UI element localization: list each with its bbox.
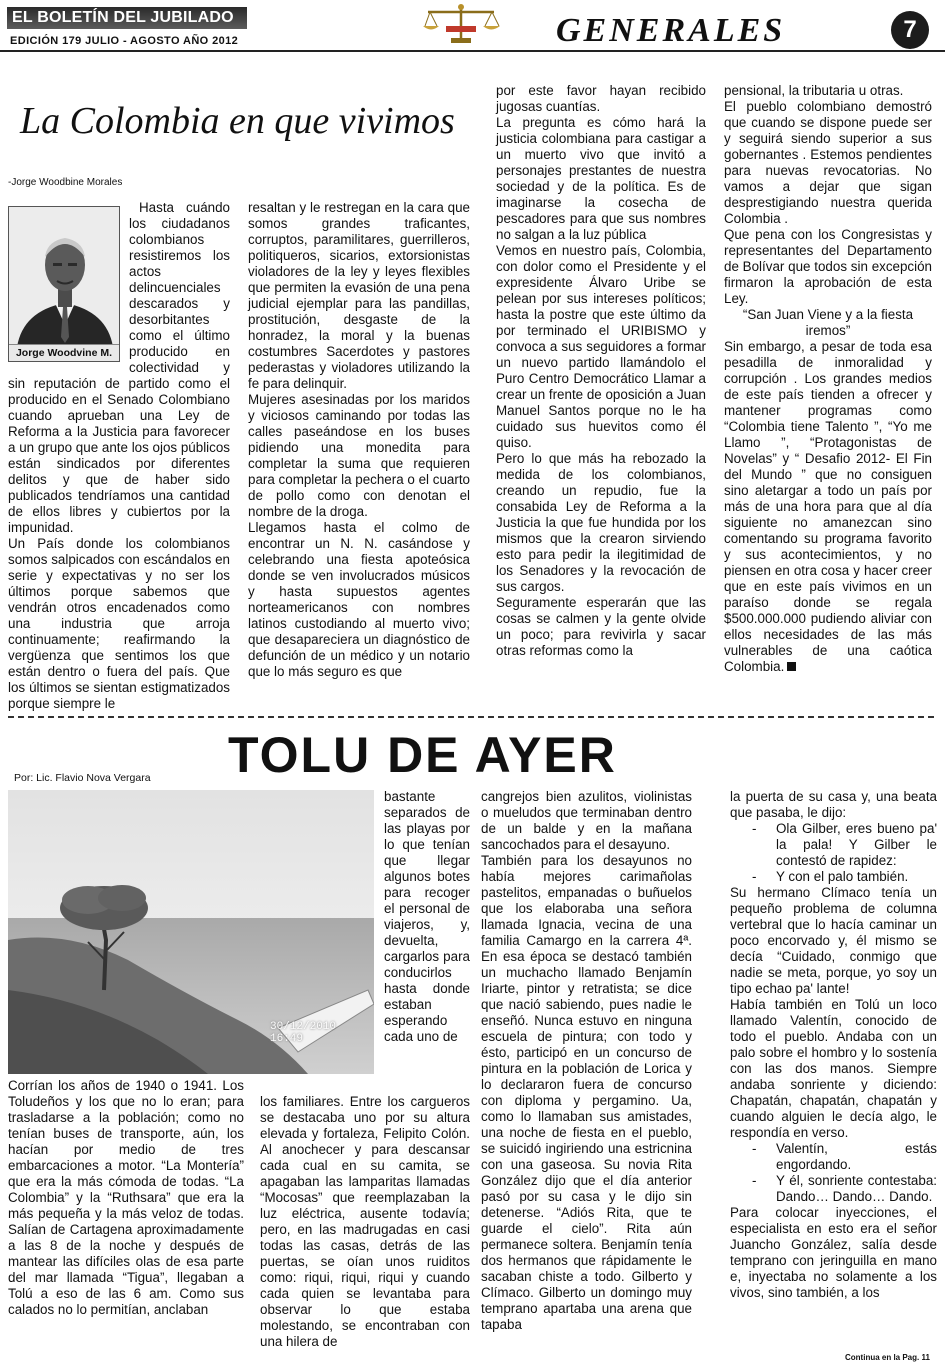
dialogue-line: - Valentín, estás engordando. xyxy=(752,1141,937,1173)
page-number-badge: 7 xyxy=(891,11,929,49)
article2-column-2-top xyxy=(384,789,470,1045)
article1-column-3 xyxy=(496,83,706,659)
article-byline: -Jorge Woodbine Morales xyxy=(8,177,123,188)
article2-column-4 xyxy=(730,789,937,1301)
paragraph: pensional, la tributaria u otras. xyxy=(724,83,904,98)
dialogue-list xyxy=(730,821,937,885)
article2-column-2-bottom xyxy=(260,1094,470,1350)
masthead xyxy=(0,0,945,52)
paragraph: por este favor hayan recibido jugosas cuantías. xyxy=(496,83,706,114)
edition-line: EDICIÓN 179 JULIO - AGOSTO AÑO 2012 xyxy=(10,35,239,47)
article2-column-1 xyxy=(8,1078,244,1318)
article-byline: Por: Lic. Flavio Nova Vergara xyxy=(14,772,151,784)
paragraph: También para los desayunos no había mejores carimañolas pastelitos, empanadas o buñuelos que los elaboraba una señora llamada Ignacia, vecina de una familia Camargo en la carrera 4ª. En esa época se destacó también un muchacho llamado Benjamín Iriarte, pintor y retratista; se dice que nació sabiendo, pues nadie le enseñó. Nunca estuvo en ninguna escuela de pintura; con todo y ésto, participó en un concurso de pintura en la población de Lorica y lo declararon fuera de concurso con diploma y pergamino. Ua, como lo llamaban sus amistades, una noche de fiesta en el pueblo, se suicidó ingiriendo una estricnina con una gaseosa. Su novia Rita González dijo que el día anterior pasó por su casa y le dijo sin detenerse. “Adiós Rita, que te guarde el cielo”. Rita aún permanece soltera. Benjamín tenía dos hermanos que rápidamente le sacaban chiste a todo. Gilberto y Clímaco. Gilberto un domingo muy temprano apartaba una arena que tapaba xyxy=(481,853,692,1332)
paragraph: cangrejos bien azulitos, violinistas o mueludos que terminaban dentro de un balde y en la mañana sancochados para el desayuno. xyxy=(481,789,692,852)
paragraph: Pero lo que más ha rebozado la medida de los colombianos, creando un repudio, fue la consabida Ley de Reforma a la Justicia la que fue hundida por los mismos que la crearon sirviendo esto para pedir la ilegitimidad de los Senadores y la revocación de sus cargos. xyxy=(496,451,706,594)
portrait-wrap-spacer xyxy=(8,200,129,364)
closing-paragraph-text: Sin embargo, a pesar de toda esa pesadilla de inmoralidad y corrupción . Los grandes medios de este país tienden a ofrecer y mantener programas como “Colombia tiene Talento ”, “Yo me Llamo ”, “Protagonistas de Novelas” y “ Desafio 2012- El Fin del Mundo ” que no consiguen sino aletargar a todo un país por más de una hora para que al día siguiente no amanezcan sino comentando su programa favorito y sus acontecimientos, y no piensen en otra cosa y hacer creer que en este país vivimos en un paraíso donde se regala $500.000.000 pudiendo aliviar con ellos necesidades de las más vulnerables de una caótica Colombia. xyxy=(724,339,932,674)
beach-photo xyxy=(8,790,374,1074)
portrait-caption: Jorge Woodvine M. xyxy=(9,344,119,361)
paragraph: Mujeres asesinadas por los maridos y viciosos caminando por todas las calles paseándose en los buses pidiendo una monedita para completar la suma que requieren para completar la pechera o el cuarto de pollo como con denotan el nombre de la droga. xyxy=(248,392,470,519)
paragraph: resaltan y le restregan en la cara que somos grandes traficantes, corruptos, paramilitares, guerrilleros, politiqueros, sicarios, extorsionistas violadores de la ley y leyes flexibles que permiten la evasión de una pena judicial ejemplar para las pandillas, prostitución, desgaste de la honradez, la moral y la buenas costumbres Sacerdotes y pastores pederastas y violadores utilizando la fe para delinquir. xyxy=(248,200,470,391)
paragraph: los familiares. Entre los cargueros se destacaba uno por su altura elevada y fortaleza, Felipito Colón. Al anochecer y para descansar cada cual en su camita, se apagaban las lamparitas llamadas “Mocosas” que reemplazaban la luz eléctrica, ausente todavía; pero, en las madrugadas en casi todas las casas, detrás de las puertas, se oían unos ruiditos como: riqui, riqui, riqui y cuando cada quien se levantaba para observar lo que estaba molestando, se encontraban con una hilera de xyxy=(260,1094,470,1349)
paragraph: Llegamos hasta el colmo de encontrar un N. N. casándose y celebrando una fiesta apoteósica donde se ven involucrados músicos y hasta supuestos agentes norteamericanos con nombres latinos custodiando al muerto vivo; que desapareciera un diagnóstico de defunción de un médico y un notario que lo más seguro es que xyxy=(248,520,470,679)
dialogue-line: - Ola Gilber, eres bueno pa' la pala! Y Gilber le contestó de rapidez: xyxy=(752,821,937,869)
paragraph: Un País donde los colombianos somos salpicados con escándalos en serie y expectativas y no ser los últimos porque sabemos que vendrán otros encadenados como una industria que arroja continuamente; reafirmando la vergüenza que sentimos los que están dentro o fuera del país. Que los últimos se sientan estigmatizados porque siempre le xyxy=(8,536,230,711)
dialogue-line: - Y con el palo también. xyxy=(752,869,937,885)
paragraph xyxy=(724,339,932,675)
paragraph: El pueblo colombiano demostró que cuando se dispone puede ser y seguirá siendo superior a sus gobernantes . Estemos pendientes para nuevas revocatorias. No vamos a dejar que sigan desprestigiando nuestra querida Colombia . xyxy=(724,99,932,226)
quote-paragraph: “San Juan Viene y a la fiesta iremos” xyxy=(742,307,914,338)
section-title: GENERALES xyxy=(556,12,786,49)
paragraph: la puerta de su casa y, una beata que pasaba, le dijo: xyxy=(730,789,937,820)
article1-column-4 xyxy=(724,83,932,675)
paragraph: Para colocar inyecciones, el especialista en esto era el señor Juancho González, salía desde temprano con jeringuilla en mano e, inyectaba no solamente a los vivos, sino también, a los xyxy=(730,1205,937,1300)
article2-column-3 xyxy=(481,789,692,1333)
article1-column-2 xyxy=(248,200,470,680)
article1-column-1 xyxy=(8,200,230,712)
paragraph: Su hermano Clímaco tenía un pequeño problema de columna vertebral que lo hacía caminar un poco encorvado y, él mismo se decía “Cuidado, conmigo que nadie se meta, porque, yo soy un tipo echao pa' lante! xyxy=(730,885,937,996)
paragraph: Vemos en nuestro país, Colombia, con dolor como el Presidente y el expresidente Álvaro Uribe se pelean por sus intereses políticos; hasta la postre que este último da por terminado el URIBISMO y convoca a sus seguidores a formar un nuevo partido llamándolo el Puro Centro Democrático Llamar a crear un frente de oposición a Juan Manuel Santos porque no le ha cuidado sus huevitos como él quiso. xyxy=(496,243,706,450)
photo-date-stamp: 30/12/2010 16:49 xyxy=(270,1021,337,1045)
paragraph: bastante separados de las playas por lo que tenían que llegar algunos botes para recoger el personal de viajeros, y, devuelta, cargarlos para conducirlos hasta donde estaban esperando cada uno de xyxy=(384,789,470,1044)
continue-note: Continua en la Pag. 11 xyxy=(845,1353,930,1362)
paragraph: Hasta cuándo los ciudadanos colombianos resistiremos los actos delincuenciales descarados y desorbitantes como el último producido en colectividad y sin reputación de partido como el producido en el Senado Colombiano cuando aprueban una Ley de Reforma a la Justicia para favorecer a un grupo que ante los ojos públicos están sindicados por diferentes delitos y que de haber sido publicados tendríamos una cantidad de ellos libres y cubiertos por la impunidad. xyxy=(8,200,230,535)
paragraph: Había también en Tolú un loco llamado Valentín, conocido de todo el pueblo. Andaba con un palo sobre el hombro y lo sostenía con las dos manos. Siempre andaba sonriente y diciendo: Chapatán, chapatán, chapatán y cuando alguien le decía algo, le respondía en verso. xyxy=(730,997,937,1140)
paragraph: La pregunta es cómo hará la justicia colombiana para castigar a un muerto vivo que invitó a personajes prestantes de nuestra sociedad y de la política. Es de imaginarse la cosecha de pescadores para que sus nombres no salgan a la luz pública xyxy=(496,115,706,242)
scales-of-justice-icon xyxy=(420,2,502,46)
dialogue-line: - Y él, sonriente contestaba: Dando… Dando… Dando. xyxy=(752,1173,937,1205)
article-title: TOLU DE AYER xyxy=(228,727,617,783)
paragraph: Que pena con los Congresistas y representantes del Departamento de Bolívar que todos sin excepción firmaron la aprobación de esta Ley. xyxy=(724,227,932,306)
article-divider xyxy=(8,716,934,718)
paper-name: EL BOLETÍN DEL JUBILADO xyxy=(12,9,234,26)
paragraph: Corrían los años de 1940 o 1941. Los Toludeños y los que no lo eran; para trasladarse a la población; como no tenían buses de transporte, aún, los hacían por medio de tres embarcaciones a motor. “La Montería” que era la más cómoda de todas. “La Colombia” y la “Ruthsara” que era la más pequeña y la más veloz de todas. Salían de Cartagena aproximadamente a las 8 de la noche y después de mantear las difíciles olas de esa parte del mar llamada “Tigua”, llegaban a Tolú a eso de las 6 am. Como sus calados no lo permitían, anclaban xyxy=(8,1078,244,1317)
dialogue-list xyxy=(730,1141,937,1205)
end-square-icon xyxy=(787,662,796,671)
article-title: La Colombia en que vivimos xyxy=(20,100,455,142)
paragraph: Seguramente esperarán que las cosas se calmen y la gente olvide un poco; para revivirla y sacar otras reformas como la xyxy=(496,595,706,658)
